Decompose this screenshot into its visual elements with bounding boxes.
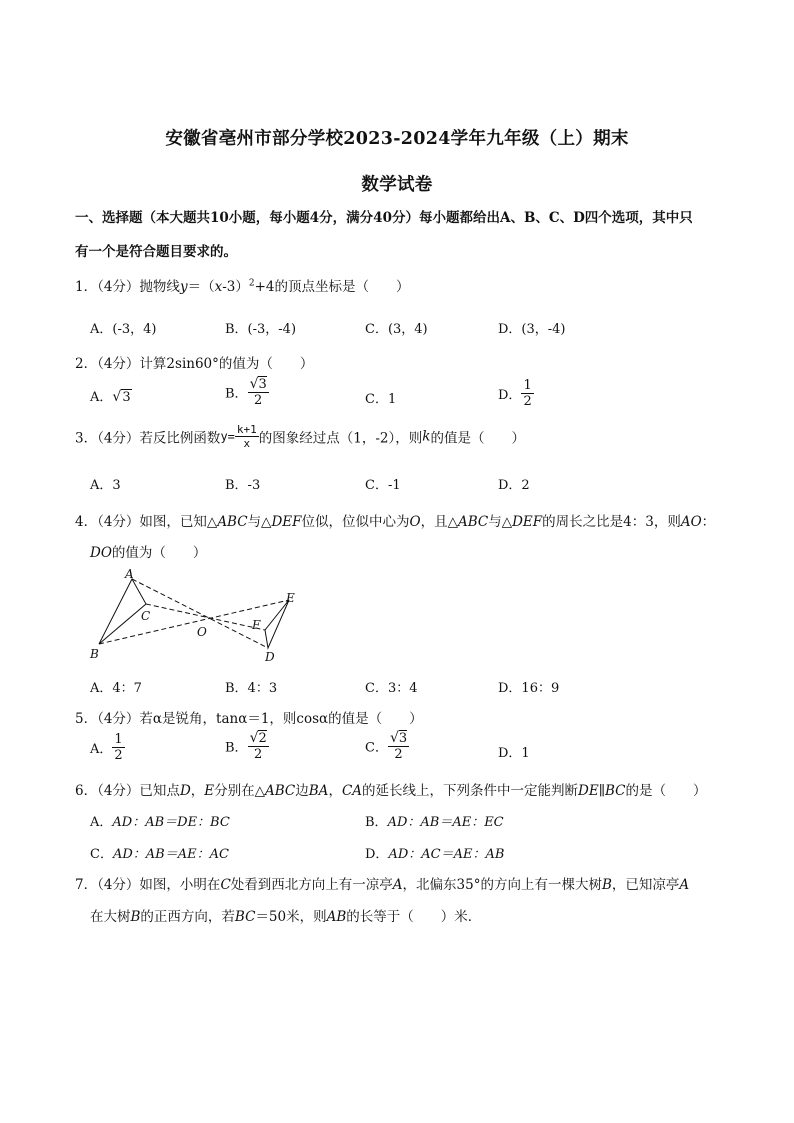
page-title: 安徽省亳州市部分学校2023-2024学年九年级（上）期末 (165, 129, 629, 149)
q2-a-sqrt: √3 (112, 389, 131, 405)
q4-abc-1: ABC (217, 514, 248, 530)
question-5: 5．（4分）若α是锐角，tanα＝1，则cosα的值是（ ） (75, 711, 423, 727)
q3-option-c: C．-1 (365, 478, 401, 493)
q5-option-d: D．1 (498, 746, 530, 761)
q3-fraction: $\frac{k+1}{x}$ (236, 423, 257, 450)
q1-option-c: C．(3，4) (365, 322, 428, 337)
question-3 (75, 424, 525, 449)
dash-b-e (99, 600, 289, 644)
question-2: 2．（4分）计算2sin60°的值为（ ） (75, 356, 314, 372)
label-c: C (141, 609, 151, 623)
question-4-line2: DO的值为（ ） (90, 545, 207, 561)
q6-option-b: B．AD：AB＝AE：EC (365, 815, 504, 830)
q5-a-fraction: $\frac{1}{2}$ (114, 732, 123, 763)
q4-option-c: C．3：4 (365, 681, 418, 696)
q4-def-2: DEF (512, 514, 543, 530)
question-1 (75, 275, 410, 295)
section-heading-line2: 有一个是符合题目要求的。 (75, 244, 237, 260)
label-e: E (286, 591, 295, 605)
q3-option-d: D．2 (498, 478, 530, 493)
q5-option-c: C． $\frac{√3}{2}$ (365, 730, 408, 762)
q1-option-b: B．(-3，-4) (225, 322, 297, 337)
q4-option-a: A．4：7 (90, 681, 142, 696)
q3-option-a: A．3 (90, 478, 121, 493)
q2-option-d (498, 379, 534, 408)
question-4-line1: 4．（4分）如图，已知△ABC与△DEF位似，位似中心为O，且△ABC与△DEF的周长之比是4：3，则AO： (75, 514, 716, 530)
page-subtitle: 数学试卷 (361, 175, 433, 195)
label-b: B (90, 647, 99, 661)
q5-c-fraction: $\frac{√3}{2}$ (389, 730, 408, 762)
q4-option-d: D．16：9 (498, 681, 560, 696)
q3-post1: 的图象经过点（1，-2），则 (258, 430, 423, 447)
label-a: A (125, 567, 134, 581)
q6-option-a: A．AD：AB＝DE：BC (90, 815, 230, 830)
q2-option-b (225, 377, 269, 407)
q1-rest: -3） (222, 279, 249, 295)
q6-option-d: D．AD：AC＝AE：AB (365, 847, 505, 862)
q2-b-label: B． (225, 386, 248, 402)
q4-option-b: B．4：3 (225, 681, 278, 696)
q5-option-a: A． $\frac{1}{2}$ (90, 732, 123, 763)
q4-abc-2: ABC (457, 514, 489, 530)
q1-var-x: x (214, 279, 223, 295)
q3-prefix: 3．（4分）若反比例函数 (75, 430, 221, 447)
q1-tail: +4的顶点坐标是（ ） (254, 279, 410, 295)
q1-var-y: y (179, 279, 188, 295)
q1-option-d: D．(3，-4) (498, 322, 566, 337)
section-heading-line1: 一、选择题（本大题共10小题，每小题4分，满分40分）每小题都给出A、B、C、D四个选项，其中只 (75, 210, 693, 226)
q3-y-eq: y= (220, 429, 235, 444)
q4-ao: AO (680, 514, 702, 530)
q2-d-label: D． (498, 388, 522, 403)
q1-eq: ＝（ (187, 279, 215, 295)
q3-post2: 的值是（ ） (430, 430, 525, 447)
label-o: O (197, 625, 207, 639)
q4-do: DO (90, 545, 112, 561)
question-7-line1: 7．（4分）如图，小明在C处看到西北方向上有一凉亭A，北偏东35°的方向上有一棵大树B，已知凉亭A (75, 877, 690, 893)
q1-prefix: 1．（4分）抛物线 (75, 279, 180, 295)
q3-var-k: k (422, 428, 431, 445)
q4-center-o: O (409, 514, 421, 530)
q3-option-b: B．-3 (225, 478, 261, 493)
label-d: D (265, 650, 275, 664)
q6-option-c: C．AD：AB＝AE：AC (90, 847, 229, 862)
q2-d-fraction: $\frac{1}{2}$ (523, 378, 532, 409)
q1-option-a: A．(-3，4) (90, 322, 157, 337)
q2-a-label: A． (90, 390, 113, 405)
q1-exponent: 2 (248, 278, 255, 289)
q5-option-b: B． $\frac{√2}{2}$ (225, 730, 267, 762)
q2-option-a (90, 386, 132, 405)
q2-b-fraction: $\frac{√3}{2}$ (249, 376, 267, 408)
q2-option-c: C．1 (365, 392, 397, 407)
question-6: 6．（4分）已知点D，E分别在△ABC边BA，CA的延长线上，下列条件中一定能判断DE∥BC的是（ ） (75, 783, 707, 799)
triangle-def (265, 600, 289, 648)
q4-figure (85, 565, 305, 665)
question-7-line2: 在大树B的正西方向，若BC＝50米，则AB的长等于（ ）米． (90, 909, 482, 925)
q5-b-fraction: $\frac{√2}{2}$ (249, 730, 267, 762)
label-f: F (252, 618, 261, 632)
q4-def-1: DEF (271, 514, 302, 530)
